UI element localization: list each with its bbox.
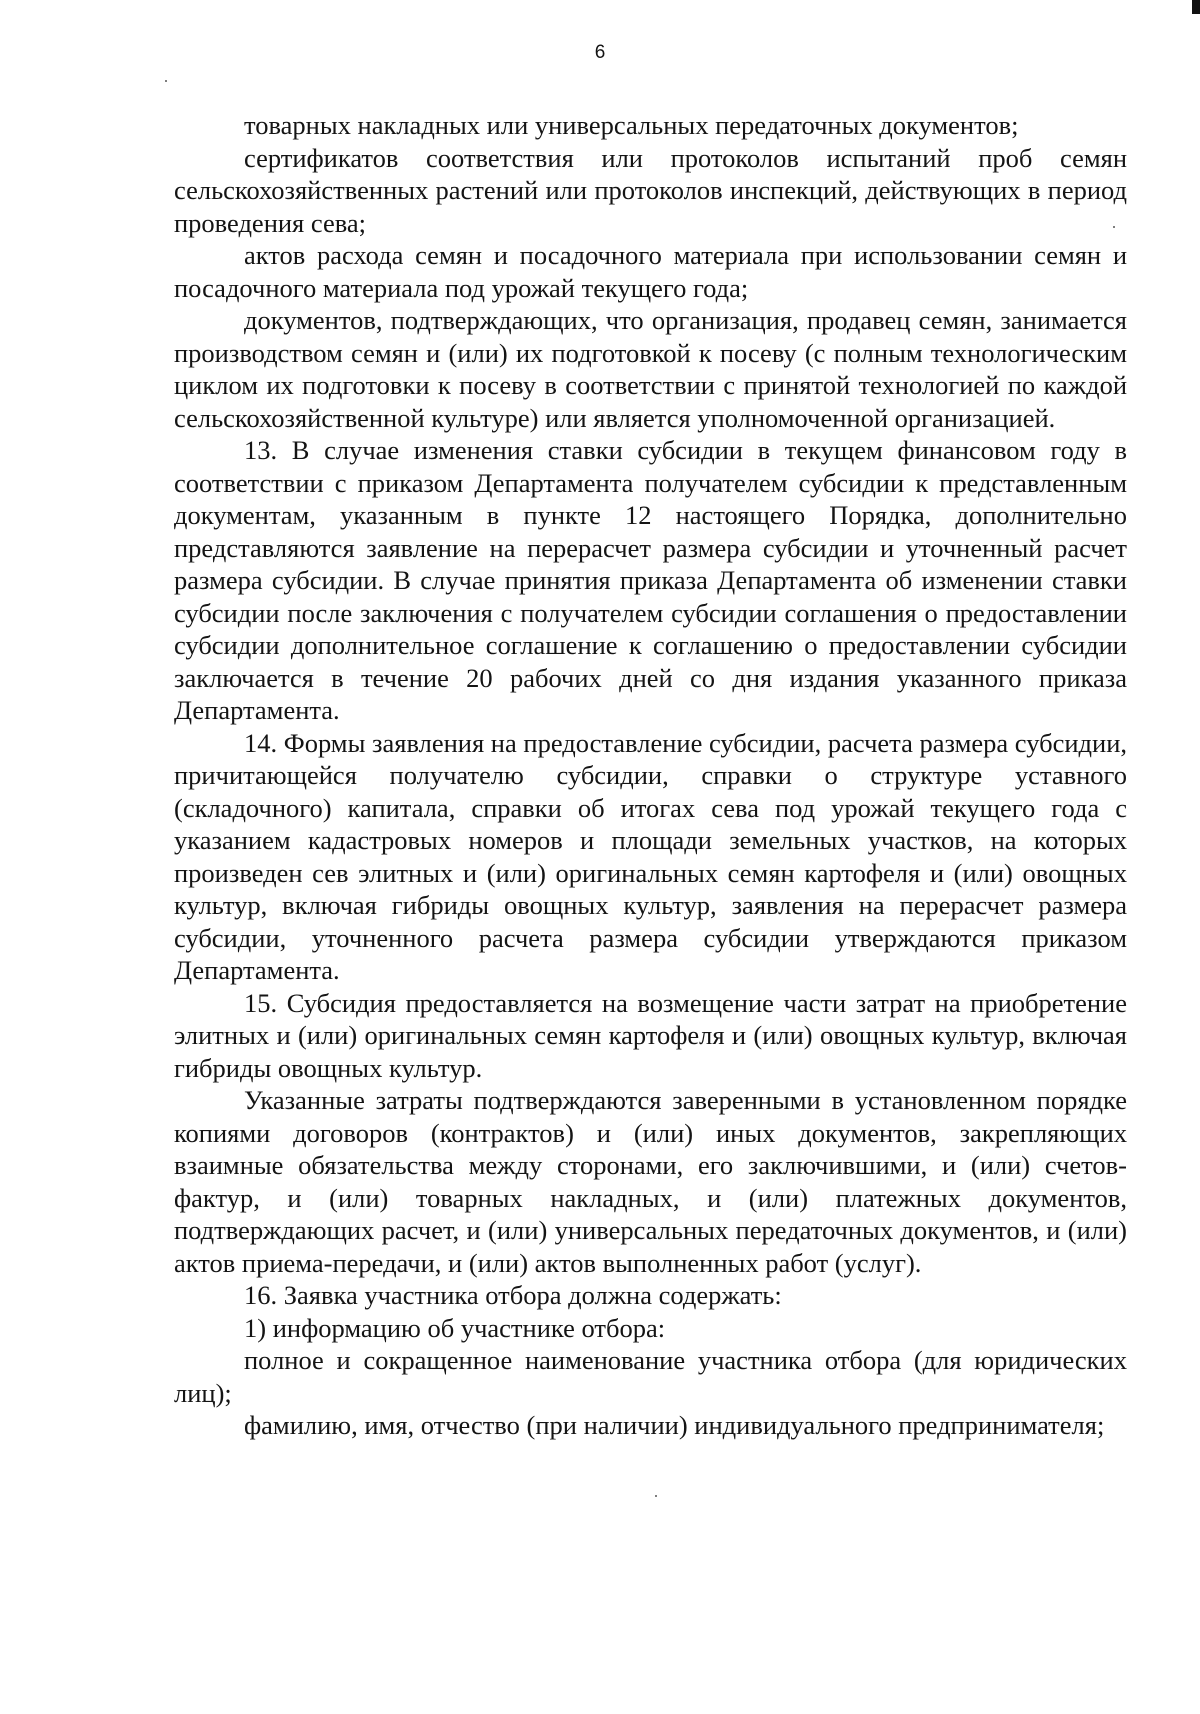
- scan-speck: [655, 1495, 657, 1497]
- paragraph-entrepreneur-name: фамилию, имя, отчество (при наличии) индивидуального предпринимателя;: [244, 1410, 1105, 1440]
- paragraph-seed-consumption-acts: актов расхода семян и посадочного материала при использовании семян и посадочного материала под урожай текущего года;: [174, 240, 1127, 303]
- paragraph-seller-documents: документов, подтверждающих, что организация, продавец семян, занимается производством семян и (или) их подготовкой к посеву (с полным технологическим циклом их подготовки к посеву в соответствии с принятой технологией по каждой сельскохозяйственной культуре) или является уполномоченной организацией.: [174, 305, 1127, 433]
- scan-speck: [165, 80, 167, 82]
- paragraph-clause-16: 16. Заявка участника отбора должна содержать:: [244, 1280, 782, 1310]
- paragraph-full-name: полное и сокращенное наименование участника отбора (для юридических лиц);: [174, 1345, 1127, 1408]
- document-body: [174, 109, 1127, 1442]
- paragraph-cost-confirmation: Указанные затраты подтверждаются заверенными в установленном порядке копиями договоров (контрактов) и (или) иных документов, закрепляющих взаимные обязательства между сторонами, его заключившими, и (или) счетов-фактур, и (или) товарных накладных, и (или) платежных документов, подтверждающих расчет, и (или) универсальных передаточных документов, и (или) актов приема-передачи, и (или) актов выполненных работ (услуг).: [174, 1085, 1127, 1278]
- paragraph-consignment-notes: товарных накладных или универсальных передаточных документов;: [244, 110, 1019, 140]
- paragraph-clause-13: 13. В случае изменения ставки субсидии в текущем финансовом году в соответствии с приказом Департамента получателем субсидии к представленным документам, указанным в пункте 12 настоящего Порядка, дополнительно представляются заявление на перерасчет размера субсидии и уточненный расчет размера субсидии. В случае принятия приказа Департамента об изменении ставки субсидии после заключения с получателем субсидии соглашения о предоставлении субсидии дополнительное соглашение к соглашению о предоставлении субсидии заключается в течение 20 рабочих дней со дня издания указанного приказа Департамента.: [174, 435, 1127, 725]
- paragraph-item-1: 1) информацию об участнике отбора:: [244, 1312, 666, 1343]
- page-number: 6: [594, 42, 606, 63]
- scan-edge-mark: [1192, 0, 1200, 14]
- paragraph-clause-14: 14. Формы заявления на предоставление субсидии, расчета размера субсидии, причитающейся получателю субсидии, справки о структуре уставного (складочного) капитала, справки об итогах сева под урожай текущего года с указанием кадастровых номеров и площади земельных участков, на которых произведен сев элитных и (или) оригинальных семян картофеля и (или) овощных культур, включая гибриды овощных культур, заявления на перерасчет размера субсидии, уточненного расчета размера субсидии утверждаются приказом Департамента.: [174, 727, 1127, 985]
- paragraph-clause-15: 15. Субсидия предоставляется на возмещение части затрат на приобретение элитных и (или) оригинальных семян картофеля и (или) овощных культур, включая гибриды овощных культур.: [174, 987, 1127, 1083]
- paragraph-certificates: сертификатов соответствия или протоколов испытаний проб семян сельскохозяйственных растений или протоколов инспекций, действующих в период проведения сева;: [174, 142, 1127, 238]
